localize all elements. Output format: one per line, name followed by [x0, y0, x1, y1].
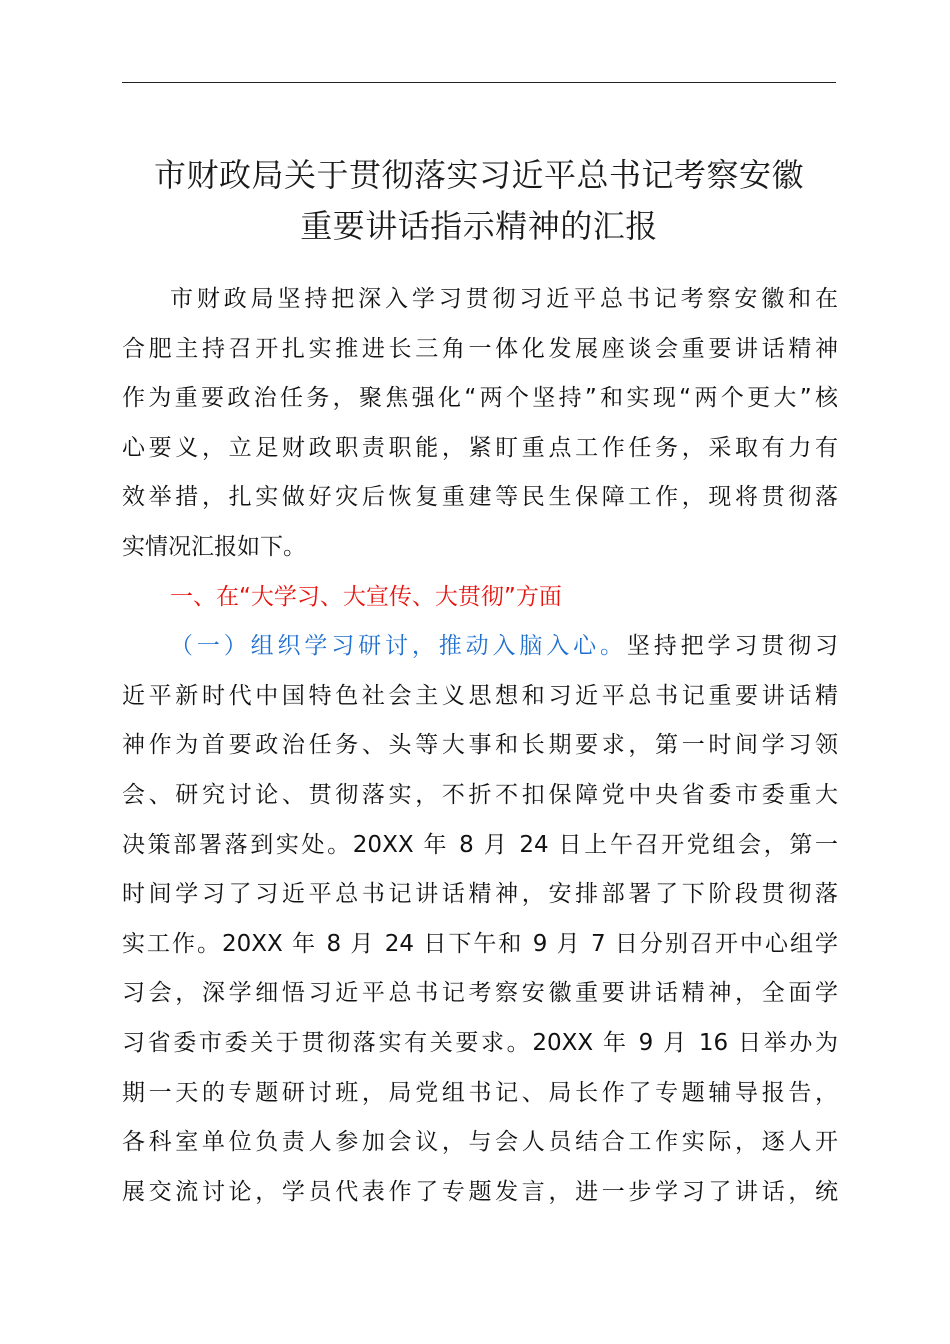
- subsection-1-first-line: [122, 622, 838, 672]
- document-body: [122, 275, 838, 1217]
- document-title: [122, 150, 836, 252]
- subsection-1-line-11: 各科室单位负责人参加会议，与会人员结合工作实际，逐人开: [122, 1129, 838, 1156]
- title-line-2: 重要讲话指示精神的汇报: [300, 207, 658, 245]
- subsection-1-line-12: 展交流讨论，学员代表作了专题发言，进一步学习了讲话，统: [122, 1178, 838, 1205]
- subsection-1-line-10: 期一天的专题研讨班，局党组书记、局长作了专题辅导报告，: [122, 1079, 838, 1106]
- subsection-1-line-2: 近平新时代中国特色社会主义思想和习近平总书记重要讲话精: [122, 682, 838, 709]
- title-line-1: 市财政局关于贯彻落实习近平总书记考察安徽: [153, 156, 804, 194]
- intro-line-4: 心要义，立足财政职责职能，紧盯重点工作任务，采取有力有: [122, 434, 838, 461]
- subsection-1-paragraph: [122, 622, 838, 1217]
- intro-line-5: 效举措，扎实做好灾后恢复重建等民生保障工作，现将贯彻落: [122, 484, 838, 511]
- intro-line-1: 市财政局坚持把深入学习贯彻习近平总书记考察安徽和在: [170, 286, 838, 312]
- subsection-1-line-3: 神作为首要政治任务、头等大事和长期要求，第一时间学习领: [122, 732, 838, 759]
- subsection-1-first-line-text: 坚持把学习贯彻习: [626, 633, 838, 660]
- intro-line-3: 作为重要政治任务，聚焦强化“两个坚持”和实现“两个更大”核: [122, 385, 838, 412]
- subsection-1-line-6: 时间学习了习近平总书记讲话精神，安排部署了下阶段贯彻落: [122, 881, 838, 908]
- intro-line-2: 合肥主持召开扎实推进长三角一体化发展座谈会重要讲话精神: [122, 335, 838, 362]
- subsection-1-line-9: 习省委市委关于贯彻落实有关要求。20XX 年 9 月 16 日举办为: [122, 1029, 839, 1056]
- header-rule: [122, 82, 836, 83]
- subsection-1-heading: （一）组织学习研讨，推动入脑入心。: [170, 633, 627, 660]
- subsection-1-line-4: 会、研究讨论、贯彻落实，不折不扣保障党中央省委市委重大: [122, 781, 838, 808]
- subsection-1-line-8: 习会，深学细悟习近平总书记考察安徽重要讲话精神，全面学: [122, 980, 838, 1007]
- intro-paragraph: [122, 275, 838, 573]
- section-1-heading-block: [122, 573, 838, 623]
- section-1-heading: 一、在“大学习、大宣传、大贯彻”方面: [170, 583, 562, 610]
- subsection-1-line-7: 实工作。20XX 年 8 月 24 日下午和 9 月 7 日分别召开中心组学: [122, 930, 838, 957]
- subsection-1-line-5: 决策部署落到实处。20XX 年 8 月 24 日上午召开党组会，第一: [122, 831, 838, 858]
- intro-line-6: 实情况汇报如下。: [122, 533, 306, 560]
